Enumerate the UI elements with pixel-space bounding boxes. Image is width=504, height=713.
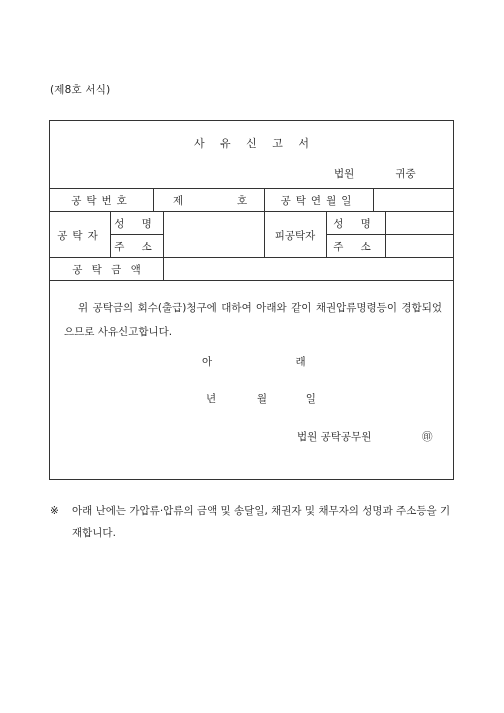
form-title: 사 유 신 고 서 (193, 137, 310, 150)
date-day: 일 (305, 393, 316, 405)
report-statement: 위 공탁금의 회수(출급)청구에 대하여 아래와 같이 채권압류명령등이 경합되었으므로 사유신고합니다. (64, 302, 442, 338)
table-line (50, 280, 453, 281)
amount-label: 공 탁 금 액 (72, 264, 141, 276)
table-line (326, 234, 453, 235)
addressee (334, 166, 416, 181)
signature-line (297, 429, 433, 444)
beneficiary-label: 피공탁자 (274, 230, 316, 242)
info-table (50, 188, 453, 280)
deposit-date-field[interactable] (374, 191, 453, 209)
depositor-name-label: 성 명 (114, 218, 159, 230)
beneficiary-name-label: 성 명 (333, 218, 378, 230)
table-line (50, 257, 453, 258)
table-line (153, 188, 154, 211)
seal-mark: ㊞ (422, 431, 433, 443)
report-form (49, 120, 454, 480)
addressee-honorific: 귀중 (395, 168, 416, 180)
footnote-text: 아래 난에는 가압류·압류의 금액 및 송달일, 채권자 및 채무자의 성명과 주소등을 기재합니다. (72, 505, 451, 539)
below-heading: 아 래 (202, 356, 306, 368)
beneficiary-address-label: 주 소 (333, 241, 378, 253)
form-number: (제8호 서식) (50, 84, 111, 96)
deposit-date-label: 공탁연월일 (280, 195, 357, 207)
date-line (206, 391, 316, 406)
footnote (50, 500, 458, 544)
signature-official: 법원 공탁공무원 (297, 431, 372, 443)
table-line (110, 234, 163, 235)
number-suffix: 호 (237, 195, 248, 207)
amount-field[interactable] (164, 259, 453, 277)
reference-mark-icon: ※ (50, 505, 59, 517)
date-month: 월 (256, 393, 267, 405)
depositor-address-label: 주 소 (114, 241, 159, 253)
table-line (385, 211, 386, 257)
addressee-court: 법원 (334, 168, 355, 180)
number-prefix: 제 (173, 195, 184, 207)
date-year: 년 (206, 393, 217, 405)
depositor-label: 공탁자 (57, 230, 103, 242)
deposit-number-label: 공탁번호 (71, 195, 132, 207)
table-line (50, 188, 453, 189)
